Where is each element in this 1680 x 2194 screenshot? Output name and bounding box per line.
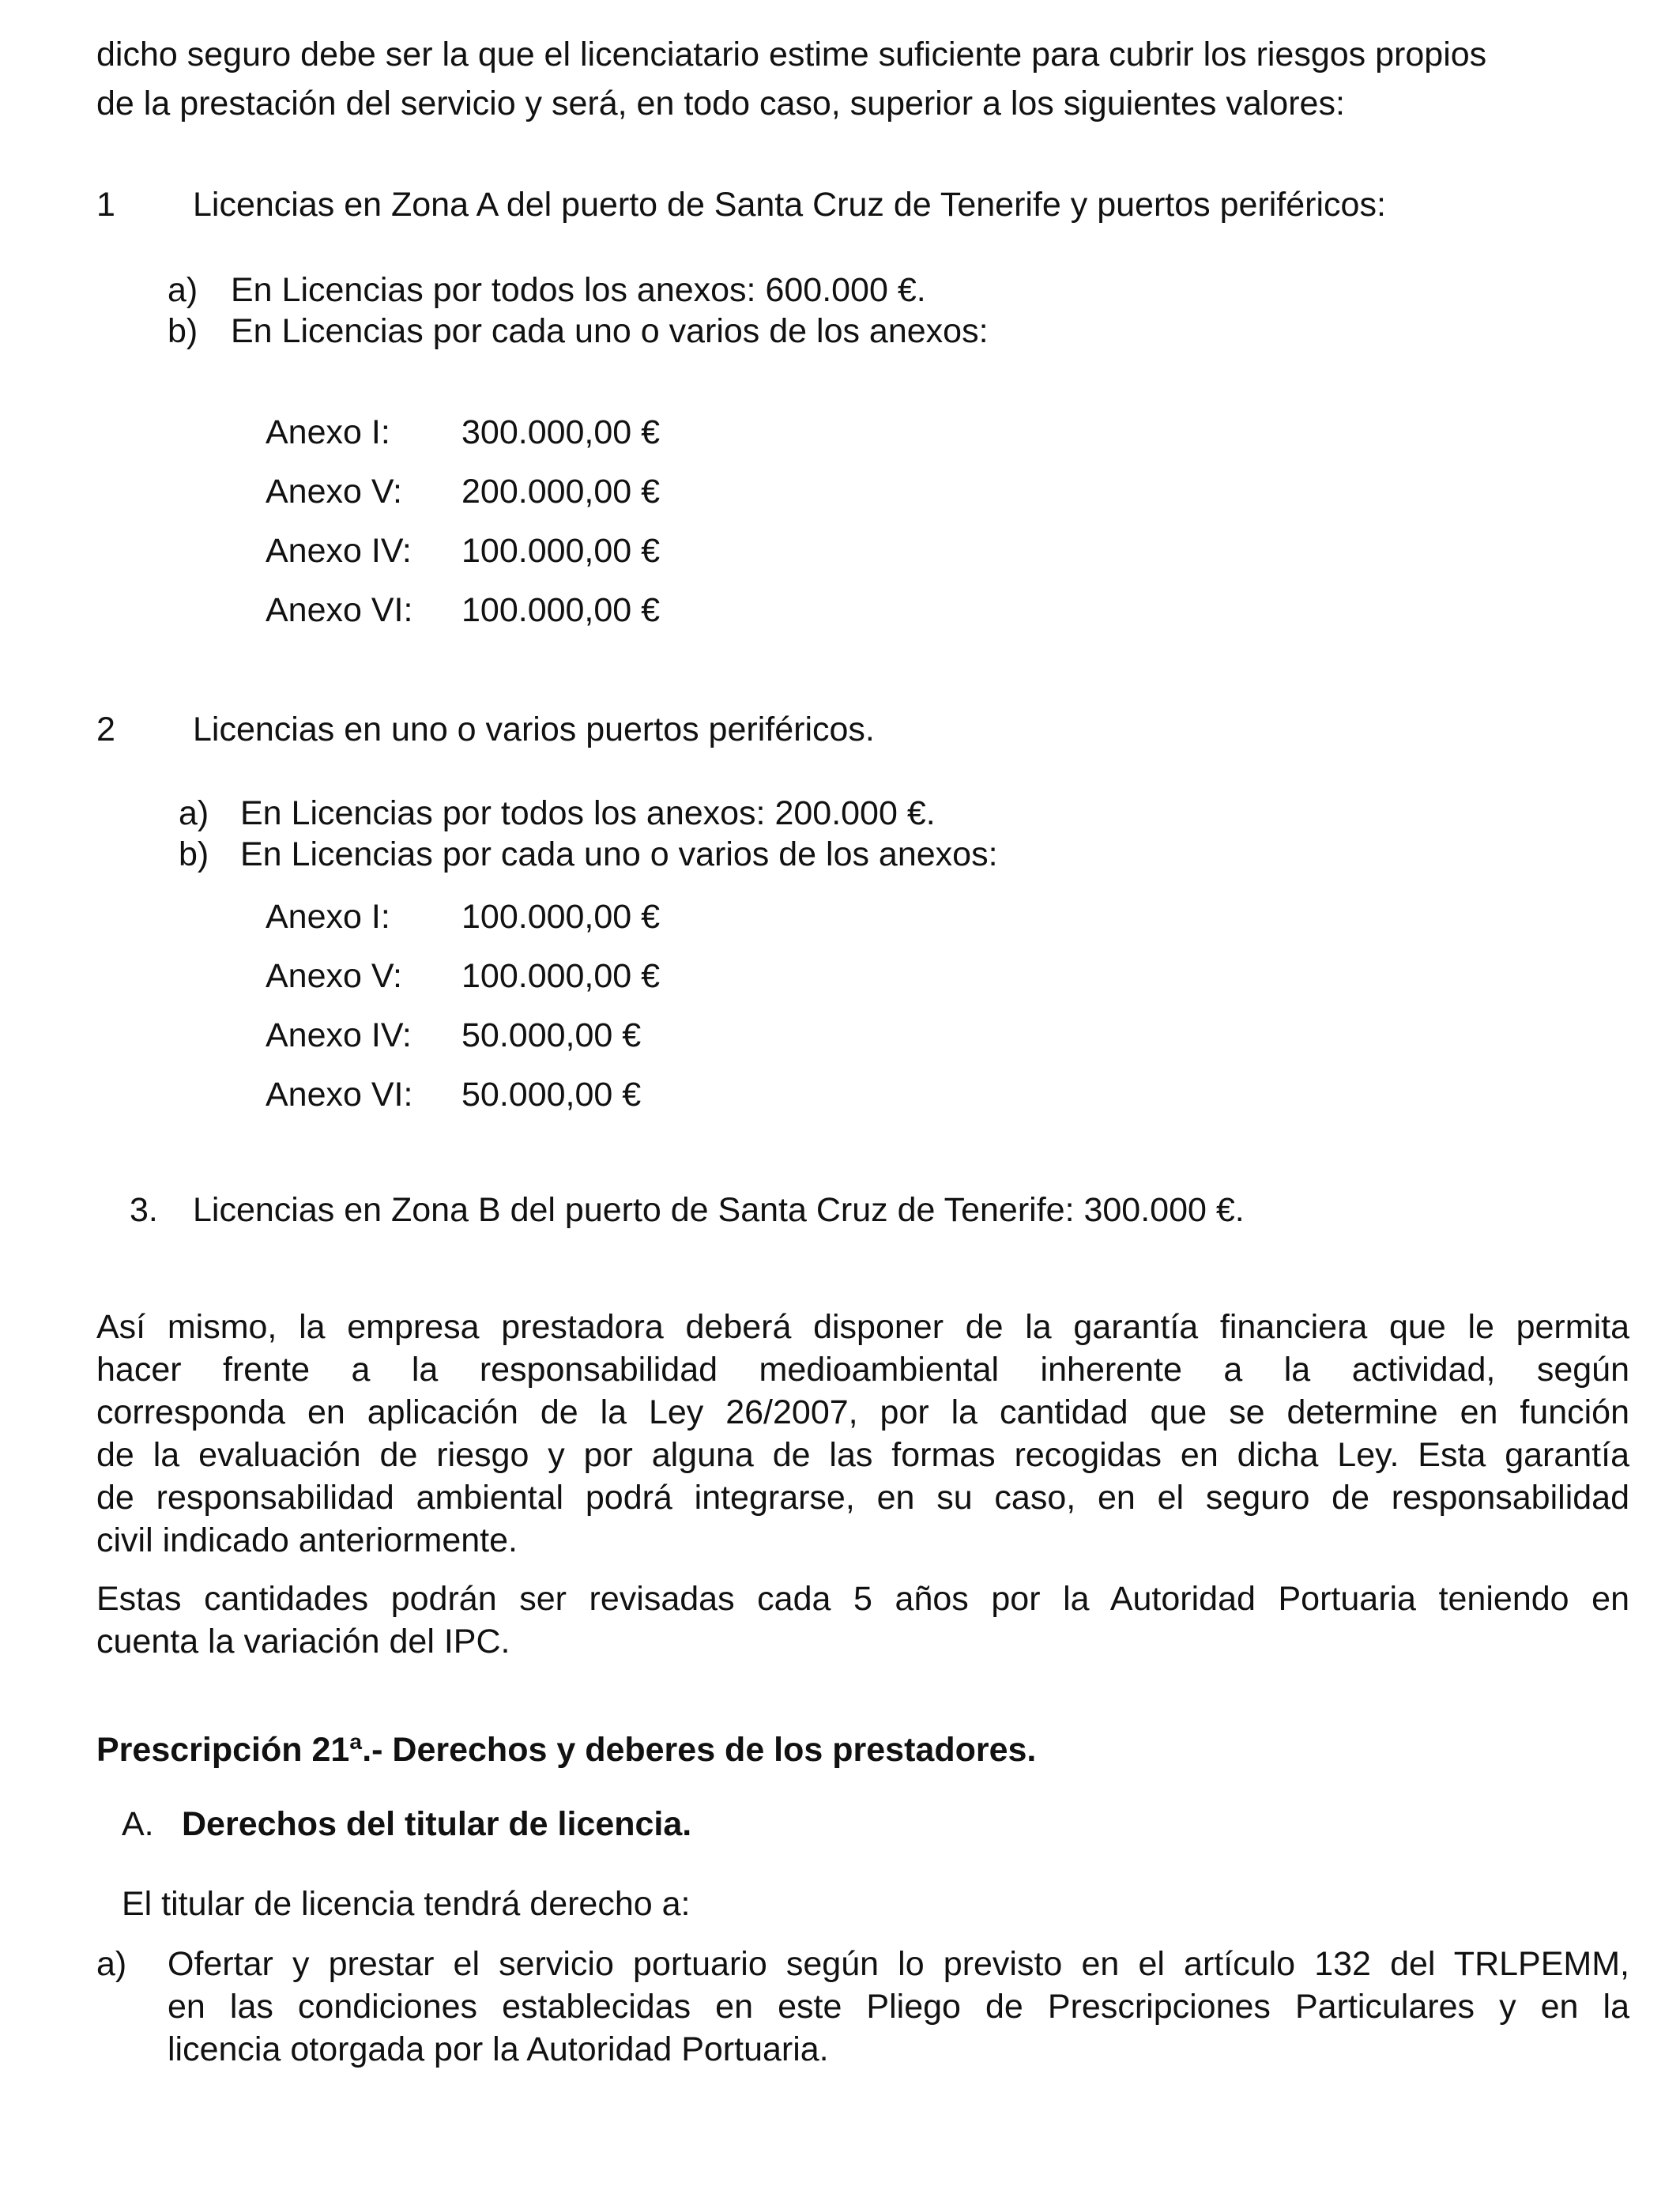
section1-b-text: En Licencias por cada uno o varios de los anexos: bbox=[231, 312, 989, 350]
paragraph-environmental-guarantee bbox=[96, 1306, 1629, 1562]
section2-b-text: En Licencias por cada uno o varios de los anexos: bbox=[240, 835, 998, 873]
section2-a-marker: a) bbox=[179, 794, 209, 832]
section1-annex-label: Anexo I: bbox=[266, 413, 390, 451]
subsection-marker: A. bbox=[122, 1805, 154, 1843]
section2-number: 2 bbox=[96, 711, 115, 748]
section1-title: Licencias en Zona A del puerto de Santa Cruz de Tenerife y puertos periféricos: bbox=[193, 186, 1386, 224]
intro-line-2: de la prestación del servicio y será, en todo caso, superior a los siguientes valores: bbox=[96, 85, 1345, 123]
section1-annex-amount: 300.000,00 € bbox=[461, 413, 661, 451]
section1-annex-amount: 100.000,00 € bbox=[461, 532, 661, 570]
paragraph-ipc-revision bbox=[96, 1578, 1629, 1663]
section2-annex-label: Anexo I: bbox=[266, 898, 390, 936]
paragraph-line: cuenta la variación del IPC. bbox=[96, 1623, 510, 1661]
section3-number: 3. bbox=[130, 1191, 158, 1229]
section1-a-text: En Licencias por todos los anexos: 600.000 €. bbox=[231, 271, 926, 309]
paragraph-line: de responsabilidad ambiental podrá integrarse, en su caso, en el seguro de responsabilidad bbox=[96, 1479, 1629, 1517]
section2-annex-amount: 100.000,00 € bbox=[461, 898, 661, 936]
rights-item-a-marker: a) bbox=[96, 1945, 127, 1983]
section1-a-marker: a) bbox=[168, 271, 198, 309]
paragraph-line: licencia otorgada por la Autoridad Portuaria. bbox=[168, 2030, 829, 2068]
section1-annex-amount: 100.000,00 € bbox=[461, 591, 661, 629]
section2-annex-amount: 100.000,00 € bbox=[461, 957, 661, 995]
paragraph-line: en las condiciones establecidas en este Pliego de Prescripciones Particulares y en la bbox=[168, 1988, 1629, 2026]
section2-annex-amount: 50.000,00 € bbox=[461, 1076, 642, 1114]
section1-annex-label: Anexo VI: bbox=[266, 591, 413, 629]
section1-number: 1 bbox=[96, 186, 115, 224]
section1-annex-amount: 200.000,00 € bbox=[461, 473, 661, 511]
paragraph-line: civil indicado anteriormente. bbox=[96, 1521, 518, 1559]
paragraph-line: Así mismo, la empresa prestadora deberá disponer de la garantía financiera que le permita bbox=[96, 1308, 1629, 1346]
subsection-heading: Derechos del titular de licencia. bbox=[182, 1805, 692, 1843]
section2-b-marker: b) bbox=[179, 835, 209, 873]
paragraph-line: Ofertar y prestar el servicio portuario según lo previsto en el artículo 132 del TRLPEMM, bbox=[168, 1945, 1629, 1983]
rights-item-a-text bbox=[168, 1943, 1629, 2071]
intro-line-1: dicho seguro debe ser la que el licenciatario estime suficiente para cubrir los riesgos propios bbox=[96, 36, 1487, 74]
section2-annex-amount: 50.000,00 € bbox=[461, 1016, 642, 1054]
paragraph-line: de la evaluación de riesgo y por alguna de las formas recogidas en dicha Ley. Esta garantía bbox=[96, 1436, 1629, 1474]
section2-title: Licencias en uno o varios puertos periféricos. bbox=[193, 711, 875, 748]
section1-annex-label: Anexo IV: bbox=[266, 532, 412, 570]
rights-intro: El titular de licencia tendrá derecho a: bbox=[122, 1885, 691, 1923]
paragraph-line: corresponda en aplicación de la Ley 26/2007, por la cantidad que se determine en función bbox=[96, 1393, 1629, 1431]
paragraph-line: Estas cantidades podrán ser revisadas cada 5 años por la Autoridad Portuaria teniendo en bbox=[96, 1580, 1629, 1618]
section2-annex-label: Anexo IV: bbox=[266, 1016, 412, 1054]
section3-text: Licencias en Zona B del puerto de Santa Cruz de Tenerife: 300.000 €. bbox=[193, 1191, 1245, 1229]
prescription-heading: Prescripción 21ª.- Derechos y deberes de los prestadores. bbox=[96, 1731, 1037, 1769]
paragraph-line: hacer frente a la responsabilidad medioambiental inherente a la actividad, según bbox=[96, 1351, 1629, 1389]
section2-a-text: En Licencias por todos los anexos: 200.000 €. bbox=[240, 794, 936, 832]
section1-annex-label: Anexo V: bbox=[266, 473, 402, 511]
section1-b-marker: b) bbox=[168, 312, 198, 350]
section2-annex-label: Anexo VI: bbox=[266, 1076, 413, 1114]
section2-annex-label: Anexo V: bbox=[266, 957, 402, 995]
